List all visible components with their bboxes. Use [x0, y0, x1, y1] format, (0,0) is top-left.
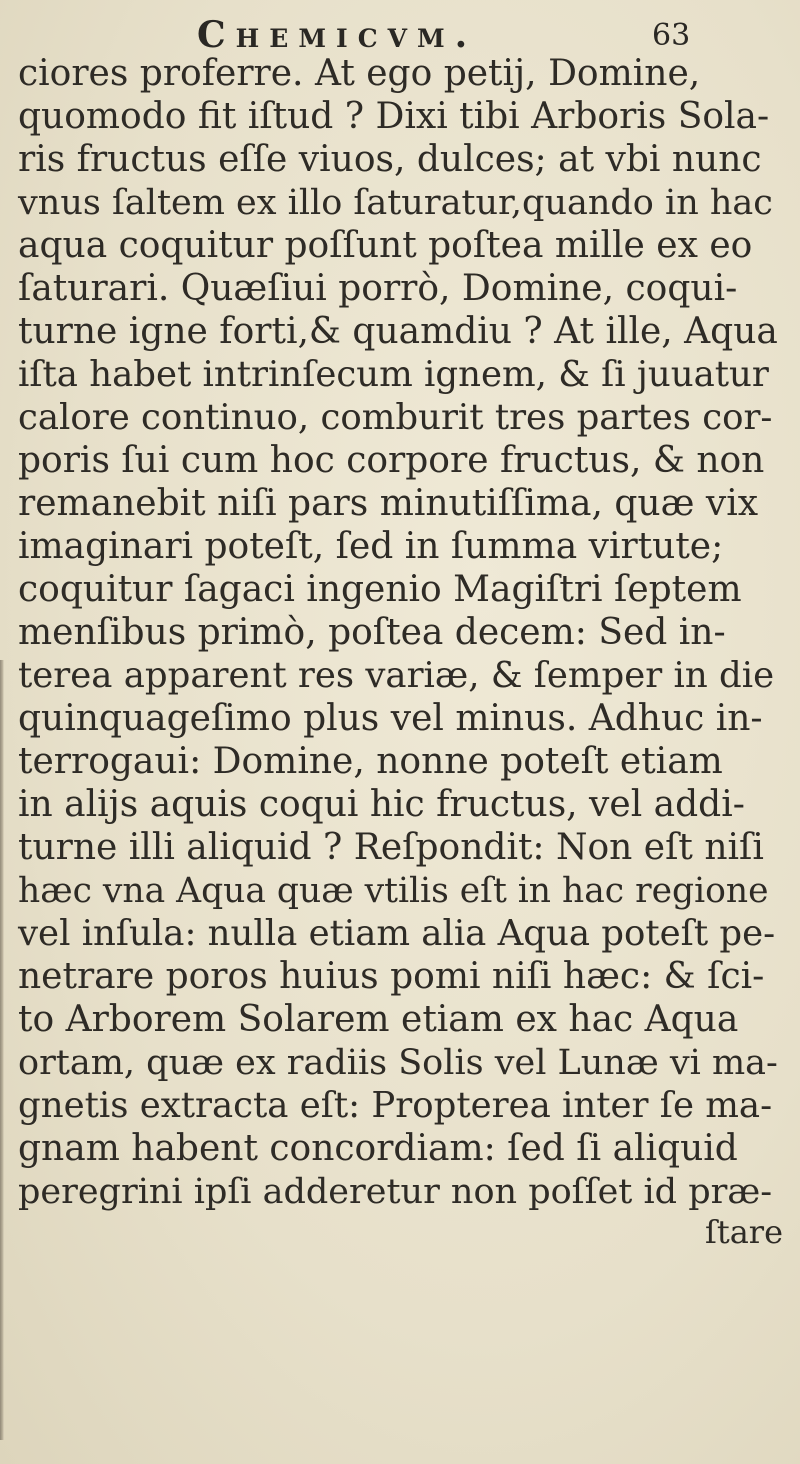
text-line: ortam, quæ ex radiis Solis vel Lunæ vi ma- [18, 1043, 778, 1083]
text-line: aqua coquitur poſſunt poſtea mille ex eo [18, 225, 753, 266]
text-line: terrogaui: Domine, nonne poteſt etiam [18, 741, 723, 782]
text-line: coquitur ſagaci ingenio Magiſtri ſeptem [18, 569, 742, 610]
text-line: turne igne forti,& quamdiu ? At ille, Aqua [18, 311, 778, 352]
running-title: Chemicvm. [197, 14, 478, 56]
text-line: terea apparent res variæ, & ſemper in die [18, 655, 775, 696]
text-line: vel inſula: nulla etiam alia Aqua poteſt pe- [18, 913, 776, 954]
text-line: remanebit niſi pars minutiſſima, quæ vix [18, 483, 759, 524]
text-line: in alijs aquis coqui hic fructus, vel addi- [18, 784, 745, 825]
text-line: poris ſui cum hoc corpore fructus, & non [18, 440, 765, 481]
text-line: ris fructus eſſe viuos, dulces; at vbi nunc [18, 139, 762, 180]
text-line: quomodo fit iſtud ? Dixi tibi Arboris Sola- [18, 96, 770, 137]
text-line: quinquageſimo plus vel minus. Adhuc in- [18, 698, 763, 739]
text-line: turne illi aliquid ? Reſpondit: Non eſt niſi [18, 827, 764, 868]
text-line: netrare poros huius pomi niſi hæc: & ſci- [18, 956, 765, 997]
text-line: gnam habent concordiam: ſed ſi aliquid [18, 1128, 738, 1169]
catchword: ſtare [705, 1213, 784, 1251]
page-gutter-shadow [0, 660, 4, 1440]
text-line: hæc vna Aqua quæ vtilis eſt in hac regione [18, 871, 769, 911]
text-line: iſta habet intrinſecum ignem, & ſi juuatur [18, 354, 769, 395]
text-line: calore continuo, comburit tres partes cor- [18, 397, 773, 438]
text-line: peregrini ipſi adderetur non poſſet id præ- [18, 1172, 773, 1212]
text-line: vnus ſaltem ex illo ſaturatur,quando in hac [18, 183, 773, 223]
text-line: menſibus primò, poſtea decem: Sed in- [18, 612, 726, 653]
text-line: ſaturari. Quæſiui porrò, Domine, coqui- [18, 268, 738, 309]
page-number: 63 [652, 18, 691, 53]
text-line: gnetis extracta eſt: Propterea inter ſe ma- [18, 1085, 773, 1126]
text-line: imaginari poteſt, ſed in ſumma virtute; [18, 526, 724, 567]
text-line: ciores proferre. At ego petij, Domine, [18, 53, 701, 94]
text-line: to Arborem Solarem etiam ex hac Aqua [18, 999, 739, 1040]
